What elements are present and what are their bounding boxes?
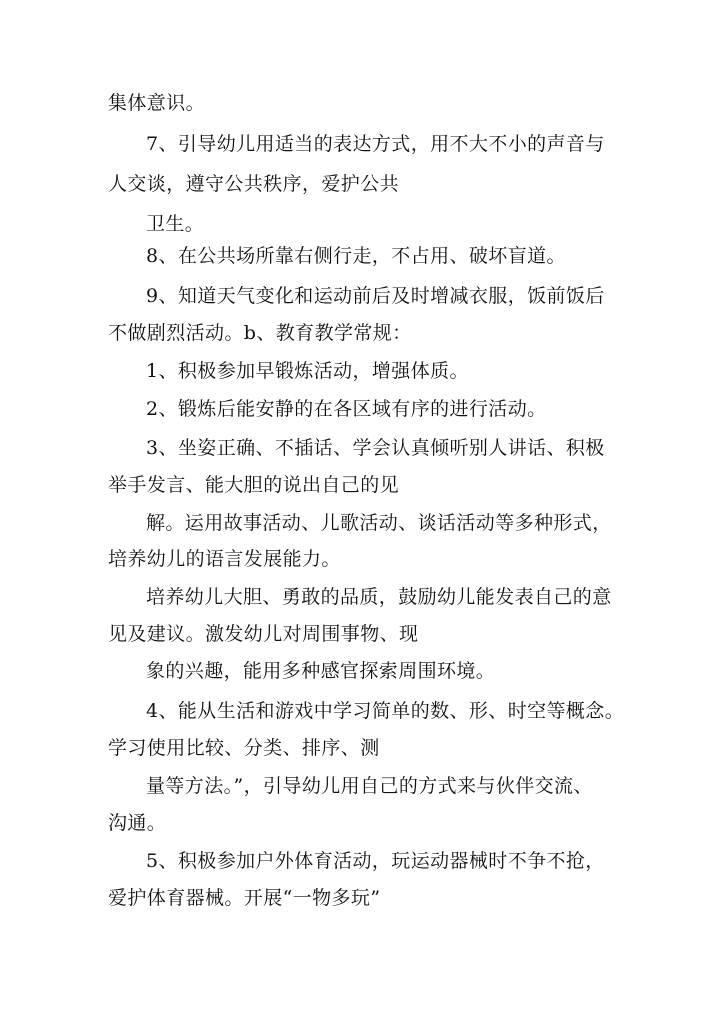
text-line: 不做剧烈活动。b、教育教学常规： bbox=[108, 322, 412, 344]
text-line: 4、能从生活和游戏中学习简单的数、形、时空等概念。 bbox=[146, 700, 625, 722]
text-line: 5、积极参加户外体育活动，玩运动器械时不争不抢， bbox=[146, 850, 605, 872]
text-line: 培养幼儿的语言发展能力。 bbox=[108, 548, 341, 570]
text-line: 7、引导幼儿用适当的表达方式，用不大不小的声音与 bbox=[146, 133, 605, 155]
text-line: 集体意识。 bbox=[108, 92, 206, 114]
text-line: 2、锻炼后能安静的在各区域有序的进行活动。 bbox=[146, 398, 547, 420]
text-line: 9、知道天气变化和运动前后及时增减衣服，饭前饭后 bbox=[146, 285, 605, 307]
text-line: 学习使用比较、分类、排序、测 bbox=[108, 737, 380, 759]
text-line: 举手发言、能大胆的说出自己的见 bbox=[108, 474, 400, 496]
text-line: 培养幼儿大胆、勇敢的品质，鼓励幼儿能发表自己的意 bbox=[146, 586, 612, 608]
text-line: 1、积极参加早锻炼活动，增强体质。 bbox=[146, 360, 469, 382]
text-line: 人交谈，遵守公共秩序，爱护公共 bbox=[108, 173, 400, 195]
text-line: 8、在公共场所靠右侧行走，不占用、破坏盲道。 bbox=[146, 245, 566, 267]
text-line: 卫生。 bbox=[146, 213, 205, 235]
text-line: 解。运用故事活动、儿歌活动、谈话活动等多种形式， bbox=[146, 512, 612, 534]
text-line: 爱护体育器械。开展“一物多玩” bbox=[108, 887, 381, 909]
text-line: 沟通。 bbox=[108, 812, 167, 834]
text-line: 象的兴趣，能用多种感官探索周围环境。 bbox=[146, 660, 496, 682]
text-line: 见及建议。激发幼儿对周围事物、现 bbox=[108, 623, 419, 645]
text-line: 量等方法。”，引导幼儿用自己的方式来与伙伴交流、 bbox=[146, 775, 593, 797]
text-line: 3、坐姿正确、不插话、学会认真倾听别人讲话、积极 bbox=[146, 437, 605, 459]
